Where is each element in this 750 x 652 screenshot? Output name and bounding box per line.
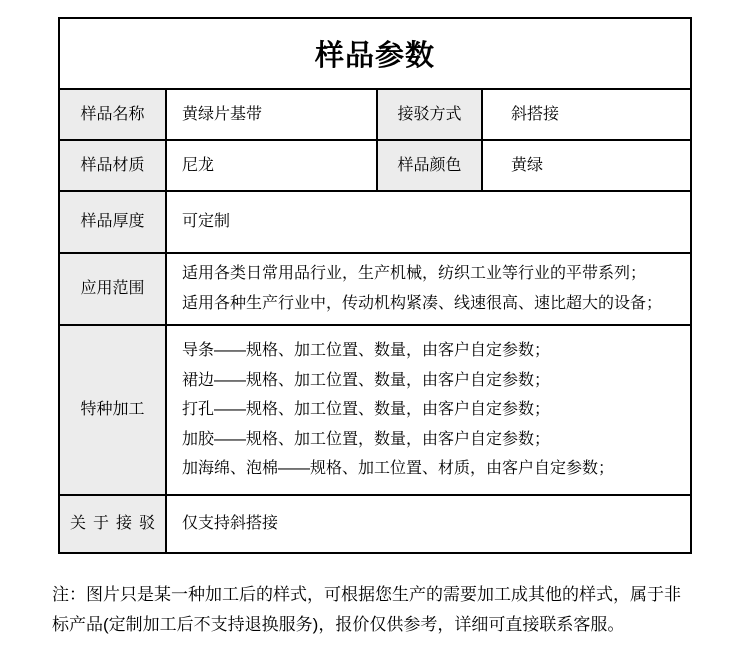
special-processing-line-1: 导条——规格、加工位置、数量，由客户自定参数； <box>182 342 551 360</box>
value-about-joint: 仅支持斜搭接 <box>165 496 690 552</box>
value-sample-name: 黄绿片基带 <box>165 90 376 139</box>
table-row-special-processing <box>60 324 690 494</box>
label-about-joint: 关于接驳 <box>60 496 165 552</box>
special-processing-line-2: 裙边——规格、加工位置、数量，由客户自定参数； <box>182 371 551 389</box>
value-sample-material: 尼龙 <box>165 141 376 190</box>
label-sample-name: 样品名称 <box>60 90 165 139</box>
table-row-material-color <box>60 139 690 190</box>
table-title-row <box>60 19 690 88</box>
footnote <box>52 580 707 640</box>
application-line-2: 适用各种生产行业中，传动机构紧凑、线速很高、速比超大的设备； <box>182 295 663 312</box>
page-title: 样品参数 <box>314 40 435 72</box>
spec-table <box>58 17 692 554</box>
label-sample-color: 样品颜色 <box>376 141 481 190</box>
special-processing-line-5: 加海绵、泡棉——规格、加工位置、材质，由客户自定参数； <box>182 460 615 478</box>
footnote-line-1: 注：图片只是某一种加工后的样式，可根据您生产的需要加工成其他的样式，属于非 <box>52 585 681 604</box>
table-row-about-joint <box>60 494 690 552</box>
table-row-thickness <box>60 190 690 252</box>
value-sample-thickness: 可定制 <box>165 192 690 252</box>
special-processing-line-4: 加胶——规格、加工位置，数量，由客户自定参数； <box>182 430 551 448</box>
special-processing-line-3: 打孔——规格、加工位置、数量，由客户自定参数； <box>182 401 551 419</box>
value-application-scope <box>165 254 690 324</box>
label-sample-material: 样品材质 <box>60 141 165 190</box>
label-sample-thickness: 样品厚度 <box>60 192 165 252</box>
label-application-scope: 应用范围 <box>60 254 165 324</box>
value-joint-method: 斜搭接 <box>481 90 690 139</box>
value-sample-color: 黄绿 <box>481 141 690 190</box>
label-joint-method: 接驳方式 <box>376 90 481 139</box>
table-row-name-joint <box>60 88 690 139</box>
label-special-processing: 特种加工 <box>60 326 165 494</box>
value-special-processing <box>165 326 690 494</box>
application-line-1: 适用各类日常用品行业，生产机械，纺织工业等行业的平带系列； <box>182 265 647 283</box>
footnote-line-2: 标产品(定制加工后不支持退换服务)，报价仅供参考，详细可直接联系客服。 <box>52 615 625 634</box>
table-row-application <box>60 252 690 324</box>
